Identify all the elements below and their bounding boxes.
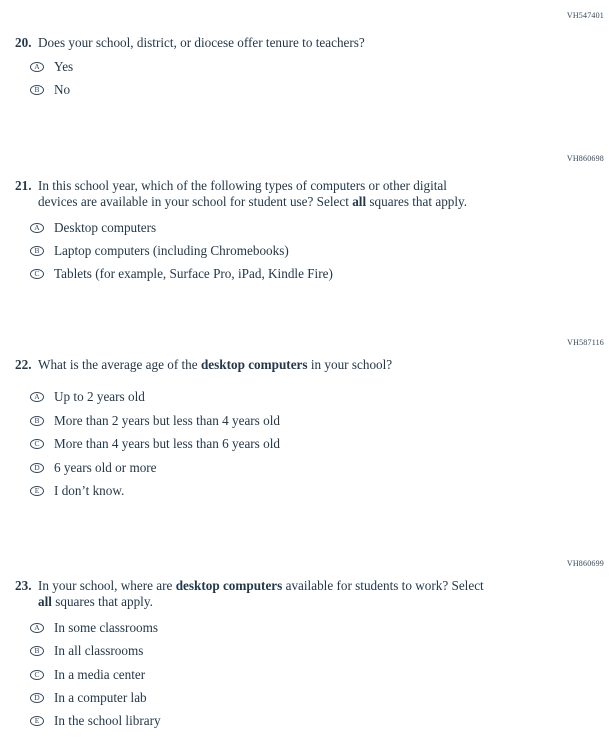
- answer-option-label: In the school library: [54, 713, 161, 728]
- answer-oval-icon[interactable]: D: [30, 693, 44, 703]
- answer-option[interactable]: [30, 484, 124, 498]
- question-text: Does your school, district, or diocese offer tenure to teachers?: [38, 35, 365, 50]
- answer-option-label: More than 2 years but less than 4 years old: [54, 413, 280, 428]
- question-23: [15, 578, 583, 609]
- question-code: VH860699: [566, 559, 604, 568]
- answer-option[interactable]: [30, 691, 147, 705]
- question-number: 23.: [15, 578, 32, 593]
- answer-option-label: I don’t know.: [54, 483, 125, 498]
- question-20: [15, 35, 583, 51]
- answer-option[interactable]: [30, 644, 143, 658]
- answer-oval-icon[interactable]: C: [30, 670, 44, 680]
- question-text: In your school, where are desktop computers available for students to work? Select all squares that apply.: [38, 578, 484, 609]
- question-number: 22.: [15, 357, 32, 372]
- answer-option-label: More than 4 years but less than 6 years old: [54, 436, 280, 451]
- answer-option-label: In all classrooms: [54, 643, 144, 658]
- answer-oval-icon[interactable]: C: [30, 269, 44, 279]
- answer-oval-icon[interactable]: E: [30, 486, 44, 496]
- answer-option[interactable]: [30, 83, 70, 97]
- answer-oval-icon[interactable]: D: [30, 463, 44, 473]
- answer-option[interactable]: [30, 221, 156, 235]
- question-21: [15, 178, 583, 209]
- answer-option[interactable]: [30, 461, 157, 475]
- answer-oval-icon[interactable]: B: [30, 416, 44, 426]
- answer-option-label: In a media center: [54, 667, 146, 682]
- answer-option-label: No: [54, 82, 71, 97]
- answer-oval-icon[interactable]: B: [30, 646, 44, 656]
- question-code: VH587116: [567, 338, 604, 347]
- answer-option[interactable]: [30, 414, 280, 428]
- answer-option-label: Tablets (for example, Surface Pro, iPad, Kindle Fire): [54, 266, 333, 281]
- answer-option-label: In a computer lab: [54, 690, 147, 705]
- answer-oval-icon[interactable]: A: [30, 223, 44, 233]
- question-code: VH860698: [566, 154, 604, 163]
- answer-option[interactable]: [30, 60, 73, 74]
- answer-option[interactable]: [30, 267, 333, 281]
- answer-option-label: Laptop computers (including Chromebooks): [54, 243, 289, 258]
- answer-option-label: Desktop computers: [54, 220, 157, 235]
- answer-option[interactable]: [30, 621, 158, 635]
- answer-option-label: Yes: [54, 59, 74, 74]
- question-number: 21.: [15, 178, 32, 193]
- question-code: VH547401: [566, 11, 604, 20]
- answer-option[interactable]: [30, 437, 280, 451]
- answer-option-label: Up to 2 years old: [54, 389, 145, 404]
- answer-oval-icon[interactable]: A: [30, 623, 44, 633]
- answer-option[interactable]: [30, 390, 145, 404]
- question-number: 20.: [15, 35, 32, 50]
- answer-option-label: 6 years old or more: [54, 460, 157, 475]
- answer-oval-icon[interactable]: A: [30, 392, 44, 402]
- question-text: In this school year, which of the following types of computers or other digital devices are available in your school for student use? Select all squares that apply.: [38, 178, 468, 209]
- answer-oval-icon[interactable]: A: [30, 62, 44, 72]
- answer-option[interactable]: [30, 668, 145, 682]
- answer-oval-icon[interactable]: B: [30, 246, 44, 256]
- question-22: [15, 357, 583, 373]
- answer-oval-icon[interactable]: C: [30, 439, 44, 449]
- question-text: What is the average age of the desktop computers in your school?: [38, 357, 393, 372]
- answer-option[interactable]: [30, 714, 161, 728]
- answer-option[interactable]: [30, 244, 289, 258]
- answer-oval-icon[interactable]: B: [30, 85, 44, 95]
- answer-oval-icon[interactable]: E: [30, 716, 44, 726]
- answer-option-label: In some classrooms: [54, 620, 159, 635]
